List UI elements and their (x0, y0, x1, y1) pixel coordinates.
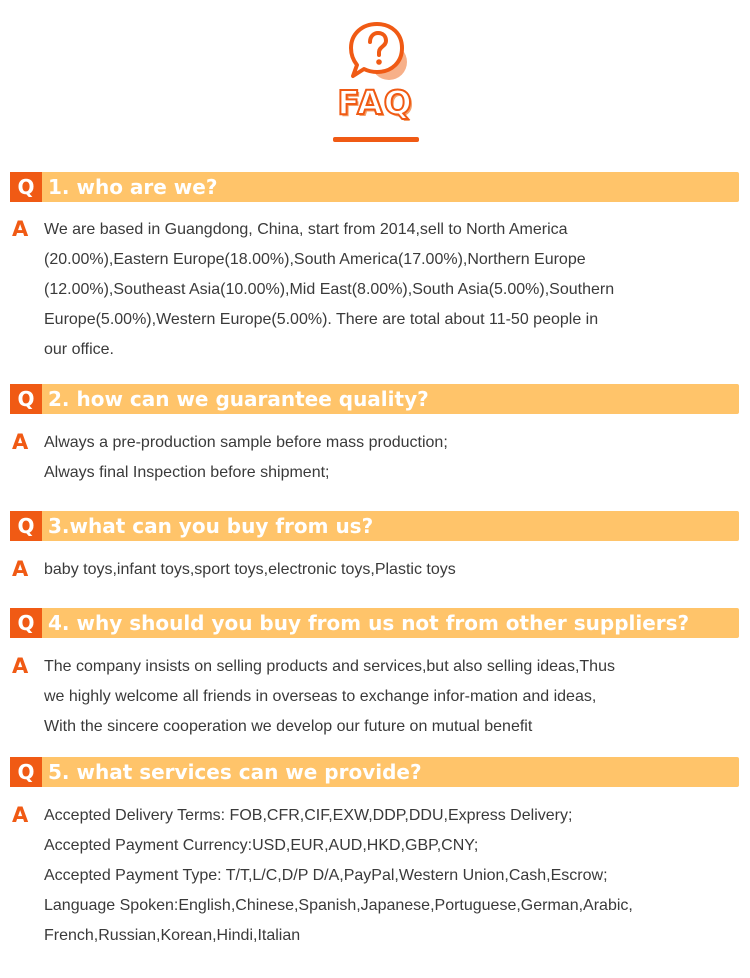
answer-line: With the sincere cooperation we develop our future on mutual benefit (44, 718, 533, 735)
a-badge: A (12, 654, 29, 678)
answer-text (44, 428, 738, 488)
answer-text (44, 652, 738, 742)
q-badge: Q (10, 757, 42, 787)
question-text: 3.what can you buy from us? (48, 514, 374, 538)
answer-line: our office. (44, 341, 114, 358)
answer-text (44, 215, 738, 365)
q-badge: Q (10, 511, 42, 541)
answer-line: Accepted Payment Currency:USD,EUR,AUD,HKD,GBP,CNY; (44, 837, 479, 854)
question-text: 2. how can we guarantee quality? (48, 387, 429, 411)
answer-line: Always a pre-production sample before mass production; (44, 434, 448, 451)
answer-line: French,Russian,Korean,Hindi,Italian (44, 927, 301, 944)
question-text: 5. what services can we provide? (48, 760, 422, 784)
question-text: 4. why should you buy from us not from other suppliers? (48, 611, 690, 635)
question-bar (10, 172, 739, 202)
question-bar (10, 384, 739, 414)
answer-text (44, 555, 738, 585)
answer-line: The company insists on selling products and services,but also selling ideas,Thus (44, 658, 615, 675)
answer-line: (12.00%),Southeast Asia(10.00%),Mid East(8.00%),South Asia(5.00%),Southern (44, 281, 615, 298)
a-badge: A (12, 803, 29, 827)
answer-text (44, 801, 738, 951)
q-badge: Q (10, 384, 42, 414)
answer-line: Always final Inspection before shipment; (44, 464, 330, 481)
answer-line: baby toys,infant toys,sport toys,electronic toys,Plastic toys (44, 561, 456, 578)
answer-line: we highly welcome all friends in overseas to exchange infor-mation and ideas, (44, 688, 597, 705)
a-badge: A (12, 557, 29, 581)
question-bar (10, 608, 739, 638)
question-bubble-icon (345, 18, 417, 90)
faq-title: FAQ (337, 83, 413, 122)
answer-line: Accepted Delivery Terms: FOB,CFR,CIF,EXW,DDP,DDU,Express Delivery; (44, 807, 573, 824)
answer-line: Language Spoken:English,Chinese,Spanish,Japanese,Portuguese,German,Arabic, (44, 897, 633, 914)
title-underline (333, 137, 419, 142)
a-badge: A (12, 430, 29, 454)
answer-line: Europe(5.00%),Western Europe(5.00%). There are total about 11-50 people in (44, 311, 599, 328)
answer-line: (20.00%),Eastern Europe(18.00%),South America(17.00%),Northern Europe (44, 251, 586, 268)
question-text: 1. who are we? (48, 175, 218, 199)
question-bar (10, 511, 739, 541)
q-badge: Q (10, 172, 42, 202)
q-badge: Q (10, 608, 42, 638)
answer-line: Accepted Payment Type: T/T,L/C,D/P D/A,PayPal,Western Union,Cash,Escrow; (44, 867, 608, 884)
faq-header (0, 0, 750, 172)
answer-line: We are based in Guangdong, China, start from 2014,sell to North America (44, 221, 568, 238)
question-bar (10, 757, 739, 787)
a-badge: A (12, 217, 29, 241)
